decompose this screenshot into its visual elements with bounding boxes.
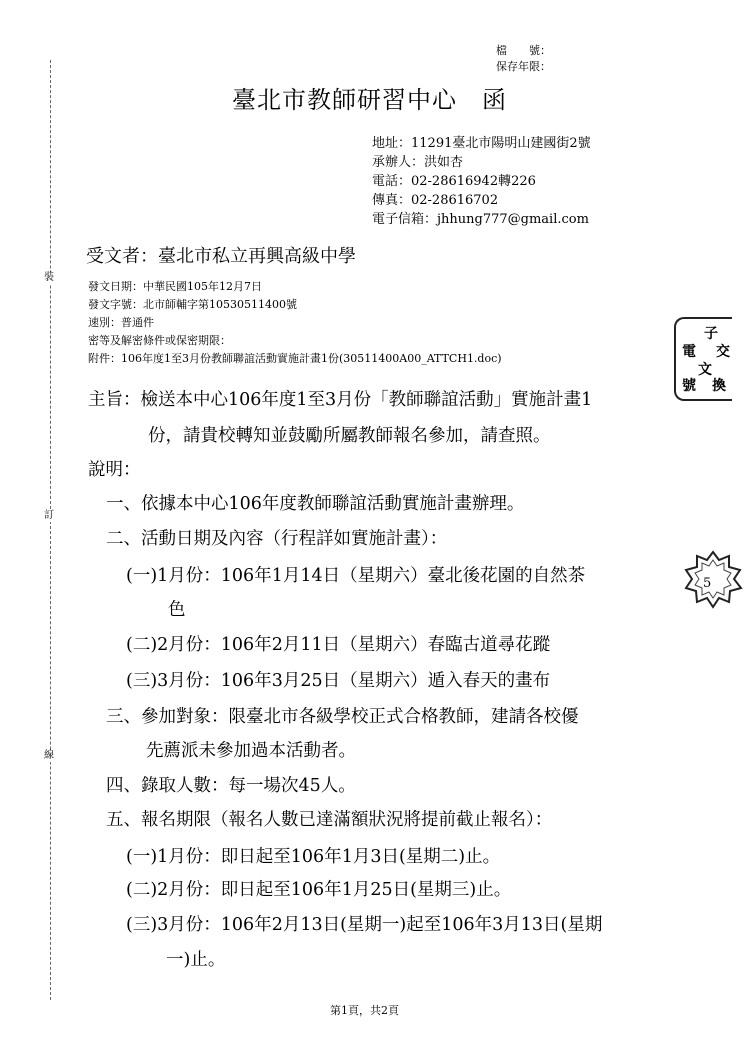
serrated-seal [683, 550, 744, 610]
page-footer: 第1頁，共2頁 [330, 1004, 399, 1017]
security-level: 密等及解密條件或保密期限： [88, 334, 231, 347]
binding-mark-top: 裝 [44, 272, 54, 283]
binding-mark-bottom: 線 [44, 750, 54, 761]
item-2-1-line-1: (一)1月份：106年1月14日（星期六）臺北後花園的自然茶 [126, 566, 586, 586]
binding-mark-middle: 訂 [44, 510, 54, 521]
file-number-label: 檔 號： [496, 44, 551, 57]
item-3-line-2: 先薦派未參加過本活動者。 [146, 741, 356, 761]
seal-number: 5 [703, 576, 712, 591]
item-3-line-1: 三、參加對象：限臺北市各級學校正式合格教師，建請各校優 [106, 707, 579, 727]
contact-phone: 電話：02-28616942轉226 [372, 174, 536, 189]
contact-address: 地址：11291臺北市陽明山建國街2號 [372, 136, 591, 151]
binding-line [50, 60, 51, 1000]
page-title: 臺北市教師研習中心 函 [232, 86, 507, 114]
retention-label: 保存年限： [496, 60, 551, 73]
item-2-1-line-2: 色 [168, 600, 186, 620]
delivery-speed: 速別：普通件 [88, 316, 154, 329]
contact-email: 電子信箱：jhhung777@gmail.com [372, 212, 589, 227]
stamp-char: 號 [682, 378, 696, 394]
explanation-heading: 說明： [88, 460, 141, 480]
item-5-1: (一)1月份：即日起至106年1月3日(星期二)止。 [126, 847, 501, 867]
item-2-2: (二)2月份：106年2月11日（星期六）春臨古道尋花蹤 [126, 635, 551, 655]
contact-block [372, 134, 591, 229]
stamp-char: 子 [704, 326, 718, 342]
stamp-char: 交 [716, 344, 730, 360]
contact-fax: 傳真：02-28616702 [372, 193, 499, 208]
issue-date: 發文日期：中華民國105年12月7日 [88, 280, 262, 293]
stamp-char: 換 [712, 378, 726, 394]
item-5: 五、報名期限（報名人數已達滿額狀況將提前截止報名）： [106, 810, 553, 830]
stamp-char: 文 [698, 362, 712, 378]
item-5-3-line-2: 一)止。 [166, 950, 226, 970]
item-2-3: (三)3月份：106年3月25日（星期六）遁入春天的畫布 [126, 671, 551, 691]
issue-number: 發文字號：北市師輔字第10530511400號 [88, 298, 297, 311]
contact-handler: 承辦人：洪如杏 [372, 155, 464, 170]
subject-line-2: 份，請貴校轉知並鼓勵所屬教師報名參加，請查照。 [148, 426, 551, 446]
item-2: 二、活動日期及內容（行程詳如實施計畫）： [106, 529, 448, 549]
stamp-char: 電 [682, 344, 696, 360]
recipient: 受文者：臺北市私立再興高級中學 [86, 246, 356, 267]
item-4: 四、錄取人數：每一場次45人。 [106, 776, 356, 796]
electronic-exchange-stamp [674, 317, 732, 401]
attachment: 附件：106年度1至3月份教師聯誼活動實施計畫1份(30511400A00_ATTCH1.doc) [88, 352, 502, 365]
subject-line-1: 主旨：檢送本中心106年度1至3月份「教師聯誼活動」實施計畫1 [88, 390, 593, 410]
item-5-2: (二)2月份：即日起至106年1月25日(星期三)止。 [126, 880, 512, 900]
doc-meta-block [88, 278, 502, 368]
item-1: 一、依據本中心106年度教師聯誼活動實施計畫辦理。 [106, 494, 525, 514]
item-5-3-line-1: (三)3月份：106年2月13日(星期一)起至106年3月13日(星期 [126, 915, 603, 935]
